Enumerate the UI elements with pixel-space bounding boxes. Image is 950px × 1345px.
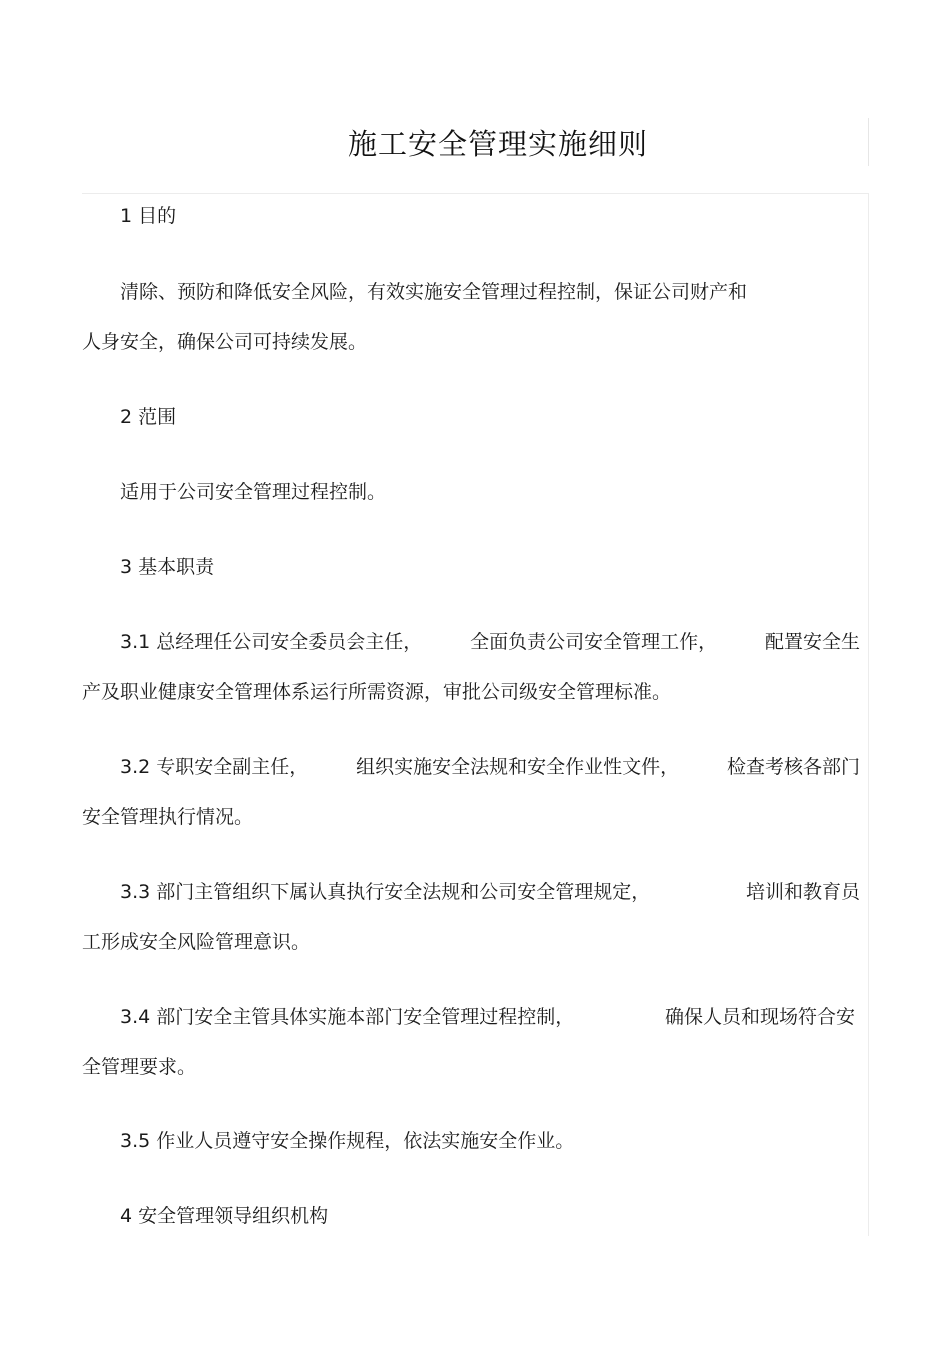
section-heading-scope: 2 范围: [120, 406, 177, 428]
section-heading-purpose: 1 目的: [120, 205, 177, 227]
text-segment: 3.1 总经理任公司安全委员会主任，: [120, 631, 423, 653]
text-segment: 组织实施安全法规和安全作业性文件，: [356, 756, 680, 778]
page-title: 施工安全管理实施细则: [347, 127, 648, 161]
paragraph-line: 3.5 作业人员遵守安全操作规程，依法实施安全作业。: [120, 1130, 575, 1152]
text-segment: 检查考核各部门: [726, 756, 860, 778]
paragraph-3-2-line1: [120, 752, 860, 782]
text-segment: 3.2 专职安全副主任，: [120, 756, 309, 778]
section-heading-responsibilities: 3 基本职责: [120, 556, 215, 578]
text-segment: 3.3 部门主管组织下属认真执行安全法规和公司安全管理规定，: [120, 881, 651, 903]
section-heading-organization: 4 安全管理领导组织机构: [120, 1205, 329, 1227]
title-divider: [82, 193, 869, 194]
paragraph-3-1-line1: [120, 627, 860, 657]
text-segment: 确保人员和现场符合安: [664, 1006, 855, 1028]
text-segment: 3.4 部门安全主管具体实施本部门安全管理过程控制，: [120, 1006, 575, 1028]
text-segment: 全面负责公司安全管理工作，: [470, 631, 718, 653]
paragraph-line: 清除、预防和降低安全风险，有效实施安全管理过程控制，保证公司财产和: [120, 281, 748, 303]
text-segment: 培训和教育员: [745, 881, 860, 903]
paragraph-line: 安全管理执行情况。: [82, 806, 254, 828]
paragraph-line: 全管理要求。: [82, 1056, 197, 1078]
paragraph-line: 适用于公司安全管理过程控制。: [120, 481, 387, 503]
text-segment: 配置安全生: [764, 631, 860, 653]
page-edge-divider: [868, 194, 869, 1236]
title-divider-vertical: [868, 118, 869, 166]
paragraph-3-4-line1: [120, 1002, 855, 1032]
paragraph-line: 产及职业健康安全管理体系运行所需资源，审批公司级安全管理标准。: [82, 681, 672, 703]
paragraph-line: 人身安全，确保公司可持续发展。: [82, 331, 368, 353]
paragraph-3-3-line1: [120, 877, 860, 907]
paragraph-line: 工形成安全风险管理意识。: [82, 931, 311, 953]
